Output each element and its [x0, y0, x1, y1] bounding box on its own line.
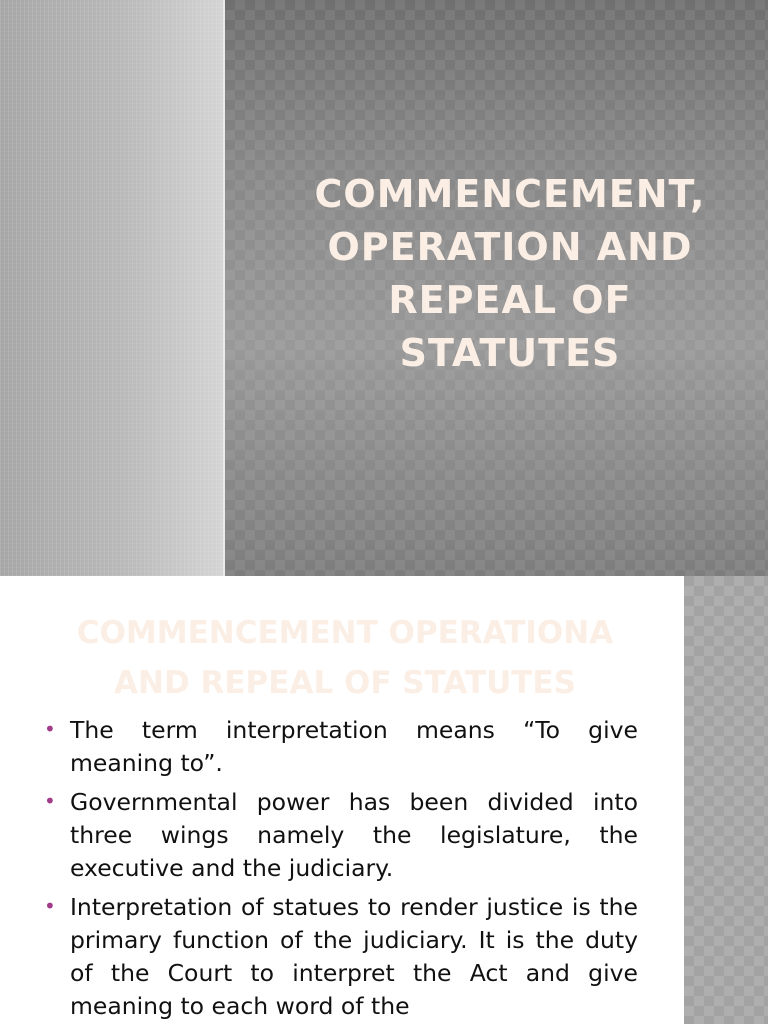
bullet-icon: • — [44, 717, 56, 741]
bullet-text: Interpretation of statues to render justice is the primary function of the judiciary. It is the duty of the Court to interpret the Act and give meaning to each word of the — [70, 893, 638, 1020]
bullet-list — [44, 714, 638, 1024]
bullet-text: Governmental power has been divided into three wings namely the legislature, the executive and the judiciary. — [70, 788, 638, 882]
bullet-text: The term interpretation means “To give meaning to”. — [70, 716, 638, 777]
content-slide — [0, 576, 768, 1024]
bullet-icon: • — [44, 894, 56, 918]
right-pattern-stripe — [684, 576, 768, 1024]
bullet-icon: • — [44, 789, 56, 813]
content-slide-title: COMMENCEMENT OPERATIONA AND REPEAL OF STATUTES — [76, 615, 614, 701]
left-gradient-panel — [0, 0, 224, 576]
list-item — [44, 891, 638, 1023]
list-item — [44, 786, 638, 885]
slide-title: COMMENCEMENT, OPERATION AND REPEAL OF STATUTES — [314, 172, 706, 375]
list-item — [44, 714, 638, 780]
